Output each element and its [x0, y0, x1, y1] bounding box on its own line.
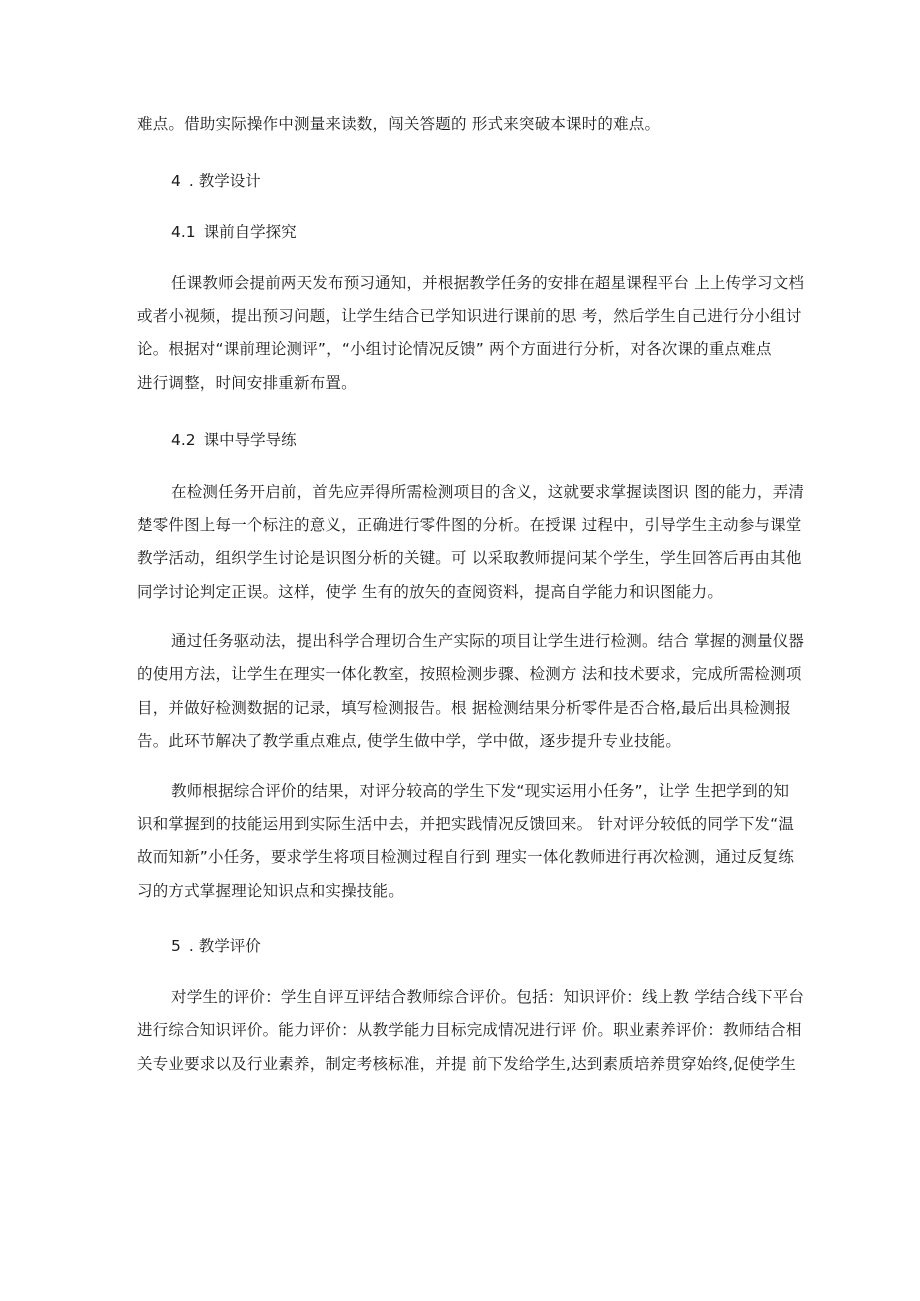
heading-text: . 教学设计 [188, 172, 261, 190]
heading-text: 课前自学探究 [203, 223, 297, 241]
paragraph-line: 关专业要求以及行业素养，制定考核标准，并提 前下发给学生,达到素质培养贯穿始终,促使学生 [137, 1055, 797, 1073]
section-heading-5 [171, 936, 261, 956]
paragraph-line: 进行综合知识评价。能力评价：从教学能力目标完成情况进行评 价。职业素养评价：教师结合相 [137, 1021, 802, 1039]
heading-text: . 教学评价 [188, 937, 261, 955]
paragraph-line: 目，并做好检测数据的记录，填写检测报告。根 据检测结果分析零件是否合格,最后出具检测报 [137, 699, 791, 717]
paragraph-line: 教学活动，组织学生讨论是识图分析的关键。可 以采取教师提问某个学生，学生回答后再由其他 [137, 549, 802, 567]
paragraph-line: 识和掌握到的技能运用到实际生活中去，并把实践情况反馈回来。 针对评分较低的同学下发“温 [137, 815, 795, 833]
paragraph-line: 难点。借助实际操作中测量来读数，闯关答题的 形式来突破本课时的难点。 [137, 115, 661, 133]
paragraph-line: 的使用方法，让学生在理实一体化教室，按照检测步骤、检测方 法和技术要求，完成所需检测项 [137, 665, 802, 683]
paragraph-line: 楚零件图上每一个标注的意义，正确进行零件图的分析。在授课 过程中，引导学生主动参与课堂 [137, 516, 802, 534]
heading-number: 4 [171, 172, 181, 190]
paragraph-line: 告。此环节解决了教学重点难点, 使学生做中学，学中做，逐步提升专业技能。 [137, 732, 682, 750]
paragraph-line: 论。根据对“课前理论测评”，“小组讨论情况反馈” 两个方面进行分析，对各次课的重点难点 [137, 340, 772, 358]
paragraph-line: 任课教师会提前两天发布预习通知，并根据教学任务的安排在超星课程平台 上上传学习文档 [171, 274, 805, 292]
paragraph-line: 进行调整，时间安排重新布置。 [137, 374, 357, 392]
heading-number: 4.2 [171, 431, 196, 449]
section-heading-4 [171, 171, 261, 191]
subsection-heading-4-1 [171, 222, 297, 242]
paragraph-line: 同学讨论判定正误。这样，使学 生有的放矢的查阅资料，提高自学能力和识图能力。 [137, 583, 724, 601]
paragraph-line: 故而知新”小任务，要求学生将项目检测过程自行到 理实一体化教师进行再次检测，通过反复练 [137, 848, 795, 866]
paragraph-line: 或者小视频，提出预习问题，让学生结合已学知识进行课前的思 考，然后学生自己进行分小组讨 [137, 307, 802, 325]
paragraph-line: 通过任务驱动法，提出科学合理切合生产实际的项目让学生进行检测。结合 掌握的测量仪器 [171, 632, 805, 650]
heading-text: 课中导学导练 [203, 431, 297, 449]
paragraph-line: 对学生的评价：学生自评互评结合教师综合评价。包括：知识评价：线上教 学结合线下平台 [171, 988, 805, 1006]
paragraph-line: 在检测任务开启前，首先应弄得所需检测项目的含义，这就要求掌握读图识 图的能力，弄清 [171, 483, 805, 501]
heading-number: 4.1 [171, 223, 196, 241]
paragraph-line: 习的方式掌握理论知识点和实操技能。 [137, 882, 404, 900]
paragraph-line: 教师根据综合评价的结果，对评分较高的学生下发“现实运用小任务”，让学 生把学到的知 [171, 782, 790, 800]
heading-number: 5 [171, 937, 181, 955]
subsection-heading-4-2 [171, 430, 297, 450]
